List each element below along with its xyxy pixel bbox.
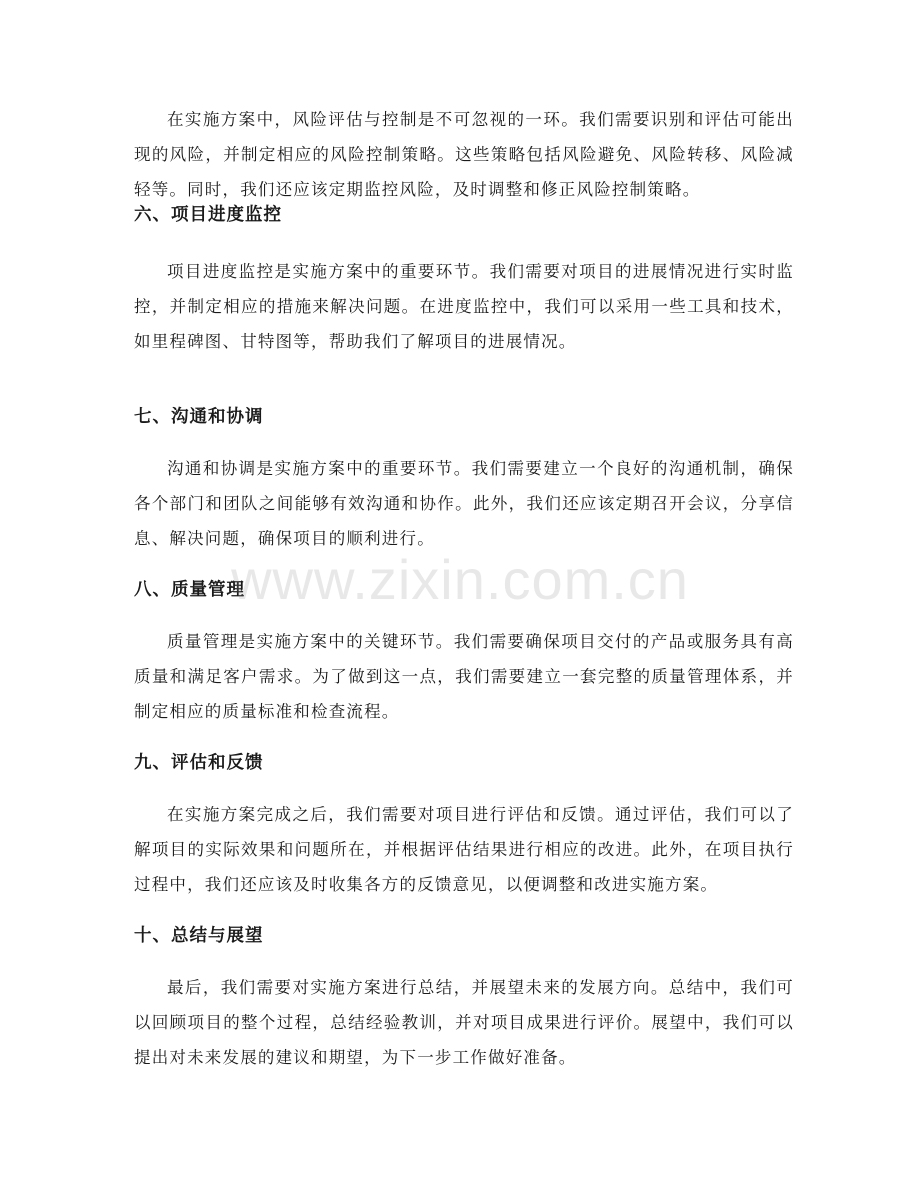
paragraph-risk-control: 在实施方案中，风险评估与控制是不可忽视的一环。我们需要识别和评估可能出现的风险，并制定相应的风险控制策略。这些策略包括风险避免、风险转移、风险减轻等。同时，我们还应该定期监控风险，及时调整和修正风险控制策略。 (134, 110, 794, 199)
heading-quality-management: 八、质量管理 (134, 580, 245, 600)
heading-summary-outlook: 十、总结与展望 (134, 926, 264, 946)
paragraph-communication: 沟通和协调是实施方案中的重要环节。我们需要建立一个良好的沟通机制，确保各个部门和团队之间能够有效沟通和协作。此外，我们还应该定期召开会议，分享信息、解决问题，确保项目的顺利进行。 (134, 459, 794, 548)
paragraph-summary-outlook: 最后，我们需要对实施方案进行总结，并展望未来的发展方向。总结中，我们可以回顾项目的整个过程，总结经验教训，并对项目成果进行评价。展望中，我们可以提出对未来发展的建议和期望，为下一步工作做好准备。 (134, 978, 794, 1067)
heading-evaluation-feedback: 九、评估和反馈 (134, 753, 264, 773)
paragraph-progress-monitoring: 项目进度监控是实施方案中的重要环节。我们需要对项目的进展情况进行实时监控，并制定相应的措施来解决问题。在进度监控中，我们可以采用一些工具和技术，如里程碑图、甘特图等，帮助我们了解项目的进展情况。 (134, 262, 794, 351)
heading-progress-monitoring: 六、项目进度监控 (134, 205, 282, 225)
heading-communication: 七、沟通和协调 (134, 407, 264, 427)
watermark: www.zixin.com.cn (231, 548, 689, 611)
paragraph-evaluation-feedback: 在实施方案完成之后，我们需要对项目进行评估和反馈。通过评估，我们可以了解项目的实际效果和问题所在，并根据评估结果进行相应的改进。此外，在项目执行过程中，我们还应该及时收集各方的反馈意见，以便调整和改进实施方案。 (134, 805, 794, 894)
paragraph-quality-management: 质量管理是实施方案中的关键环节。我们需要确保项目交付的产品或服务具有高质量和满足客户需求。为了做到这一点，我们需要建立一套完整的质量管理体系，并制定相应的质量标准和检查流程。 (134, 632, 794, 721)
